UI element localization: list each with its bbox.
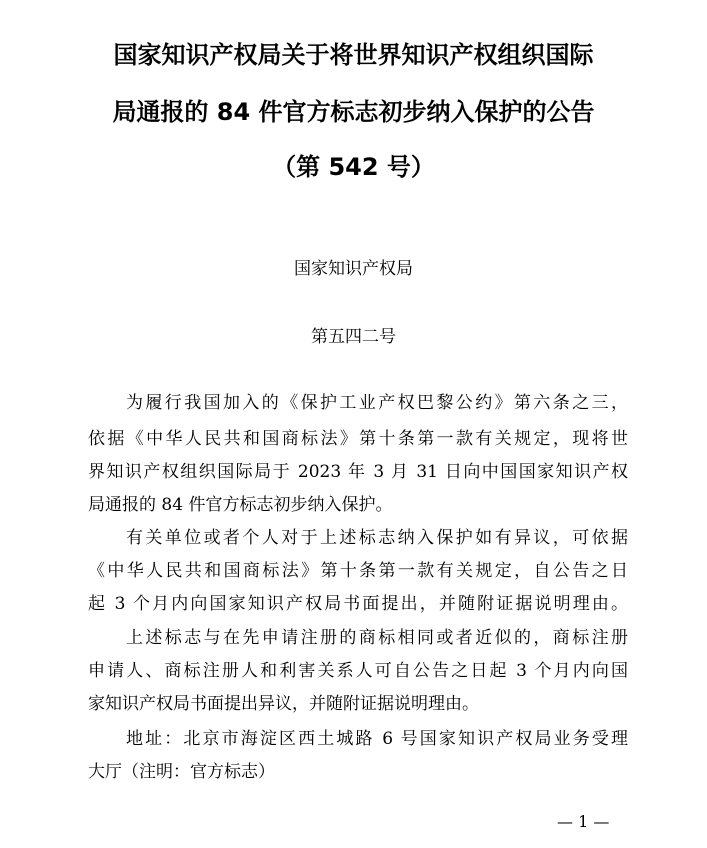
issuer-name: 国家知识产权局 xyxy=(294,259,413,279)
paragraph-4-line-1: 地址：北京市海淀区西土城路 6 号国家知识产权局业务受理 xyxy=(126,729,628,749)
paragraph-1-line-2: 依据《中华人民共和国商标法》第十条第一款有关规定，现将世 xyxy=(88,429,628,449)
paragraph-1-line-1: 为履行我国加入的《保护工业产权巴黎公约》第六条之三， xyxy=(126,393,628,413)
paragraph-3-line-1: 上述标志与在先申请注册的商标相同或者近似的，商标注册 xyxy=(126,628,628,648)
page-number: — 1 — xyxy=(557,812,610,831)
paragraph-2-line-1: 有关单位或者个人对于上述标志纳入保护如有异议，可依据 xyxy=(126,528,628,548)
paragraph-1-line-3: 界知识产权组织国际局于 2023 年 3 月 31 日向中国国家知识产权 xyxy=(88,462,628,482)
title-line-3: （第 542 号） xyxy=(272,153,435,181)
announcement-number: 第五四二号 xyxy=(311,327,396,347)
paragraph-3-line-3: 家知识产权局书面提出异议，并随附证据说明理由。 xyxy=(88,694,479,714)
paragraph-4-line-2: 大厅（注明：官方标志） xyxy=(88,762,275,782)
paragraph-2-line-3: 起 3 个月内向国家知识产权局书面提出，并随附证据说明理由。 xyxy=(88,594,628,614)
paragraph-3-line-2: 申请人、商标注册人和利害关系人可自公告之日起 3 个月内向国 xyxy=(88,661,628,681)
title-line-1: 国家知识产权局关于将世界知识产权组织国际 xyxy=(113,41,594,69)
paragraph-1-line-4: 局通报的 84 件官方标志初步纳入保护。 xyxy=(88,495,393,515)
title-line-2: 局通报的 84 件官方标志初步纳入保护的公告 xyxy=(112,98,595,126)
paragraph-2-line-2: 《中华人民共和国商标法》第十条第一款有关规定，自公告之日 xyxy=(88,561,628,581)
